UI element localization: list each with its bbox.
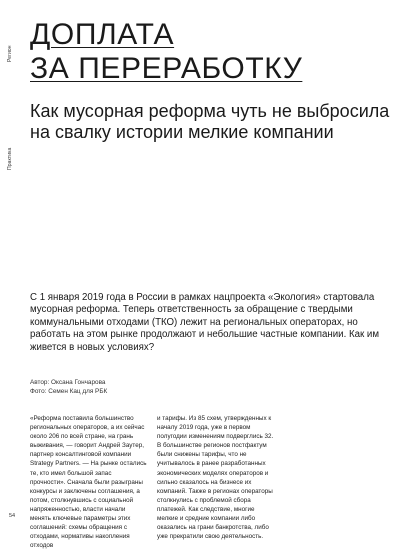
body-column-1: «Реформа поставила большинство региональных операторов, а их сейчас около 206 по всей стране, на грань выживания, — говорит Андрей Заутер, партнер консалтинговой компании Strategy Partners. — На рынке остались те, кто имел большой запас прочности». Сначала были разыграны конкурсы и заключены соглашения, а потом, столкнувшись с социальной напряженностью, власти начали менять ключевые параметры этих соглашений: схемы обращения с отходами, нормативы накопления отходов <box>30 415 147 550</box>
section-label: Регион <box>7 45 13 62</box>
lead-paragraph: С 1 января 2019 года в России в рамках нацпроекта «Экология» стартовала мусорная реформа. Теперь ответственность за обращение с твердыми коммунальными отходами (ТКО) лежит на региональных операторах, но работать на этом рынке продолжают и небольшие частные компании. Как им живется в новых условиях? <box>30 292 380 353</box>
body-columns <box>30 414 400 550</box>
body-column-2: и тарифы. Из 85 схем, утвержденных к началу 2019 года, уже в первом полугодии изменениям подверглись 32. В большинстве регионов постфактум были снижены тарифы, что не учитывалось в ранее разработанных экономических моделях операторов и сильно сказалось на бизнесе их компаний. Также в регионах операторы столкнулись с проблемой сбора платежей. Как следствие, многие мелкие и средние компании либо оказались на грани банкротства, либо уже прекратили свою деятельность. <box>157 415 274 541</box>
photo-credit: Фото: Семен Кац для РБК <box>30 388 108 395</box>
headline <box>30 18 302 86</box>
headline-line-2: ЗА ПЕРЕРАБОТКУ <box>30 52 303 85</box>
subtitle: Как мусорная реформа чуть не выбросила на свалку истории мелкие компании <box>30 101 390 142</box>
credits <box>30 378 107 396</box>
author-credit: Автор: Оксана Гончарова <box>30 379 106 386</box>
page-number: 54 <box>9 513 16 519</box>
rubric-label: Практика <box>7 147 13 170</box>
headline-line-1: ДОПЛАТА <box>30 18 175 51</box>
